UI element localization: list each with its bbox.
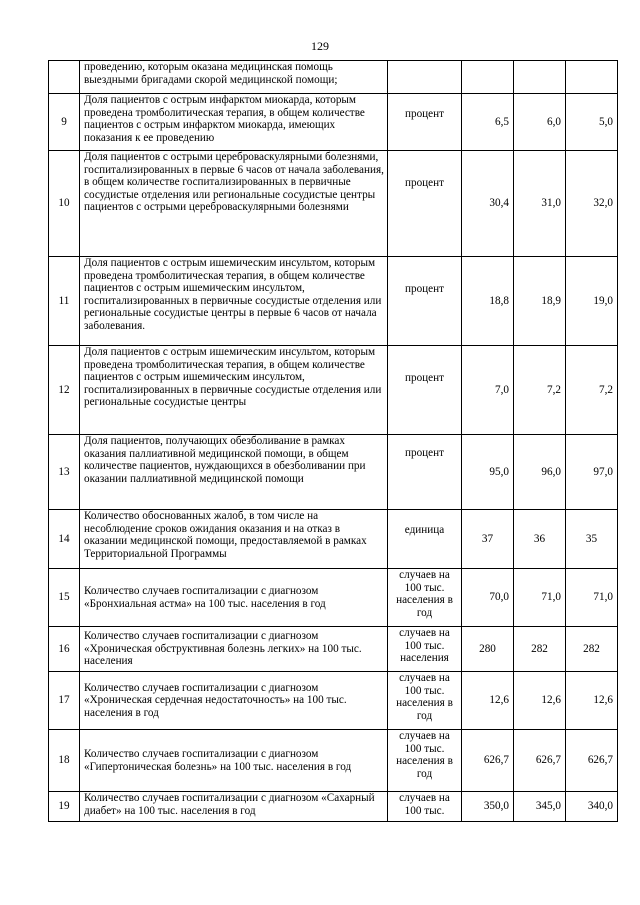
value-year-3: 7,2 [566,346,618,435]
value-year-1: 12,6 [462,672,514,730]
table-row [49,510,618,569]
row-number: 17 [49,672,80,730]
value-year-2: 345,0 [514,792,566,822]
table-row [49,151,618,257]
value-year-2: 626,7 [514,730,566,792]
value-year-3 [566,61,618,94]
table-row [49,627,618,672]
indicator-name: Доля пациентов с острыми цереброваскулярными болезнями, госпитализированных в первые 6 часов от начала заболевания, в общем количестве госпитализированных в первичные сосудистые отделения или региональные сосудистые центры пациентов с острыми цереброваскулярными болезнями [80,151,388,257]
table-row [49,792,618,822]
value-year-3: 35 [566,510,618,569]
value-year-1 [462,61,514,94]
row-number: 13 [49,435,80,510]
value-year-1: 280 [462,627,514,672]
value-year-3: 19,0 [566,257,618,346]
value-year-3: 32,0 [566,151,618,257]
unit-cell: единица [388,510,462,569]
value-year-3: 71,0 [566,569,618,627]
unit-cell: случаев на 100 тыс. населения в год [388,672,462,730]
indicator-name: Количество случаев госпитализации с диагнозом «Гипертоническая болезнь» на 100 тыс. населения в год [80,730,388,792]
unit-cell: процент [388,435,462,510]
value-year-3: 5,0 [566,94,618,151]
table-row [49,346,618,435]
value-year-3: 626,7 [566,730,618,792]
row-number: 12 [49,346,80,435]
row-number: 16 [49,627,80,672]
table-row [49,257,618,346]
value-year-2: 36 [514,510,566,569]
value-year-2: 6,0 [514,94,566,151]
value-year-1: 350,0 [462,792,514,822]
indicator-name: проведению, которым оказана медицинская помощь выездными бригадами скорой медицинской помощи; [80,61,388,94]
row-number [49,61,80,94]
indicator-name: Количество случаев госпитализации с диагнозом «Сахарный диабет» на 100 тыс. населения в год [80,792,388,822]
indicator-name: Доля пациентов с острым инфарктом миокарда, которым проведена тромболитическая терапия, в общем количестве пациентов с острым инфарктом миокарда, имеющих показания к ее проведению [80,94,388,151]
row-number: 15 [49,569,80,627]
value-year-3: 97,0 [566,435,618,510]
value-year-3: 340,0 [566,792,618,822]
indicator-name: Доля пациентов, получающих обезболивание в рамках оказания паллиативной медицинской помощи, в общем количестве пациентов, нуждающихся в обезболивании при оказании паллиативной медицинской помощи [80,435,388,510]
unit-cell: случаев на 100 тыс. населения в год [388,569,462,627]
value-year-1: 37 [462,510,514,569]
value-year-2 [514,61,566,94]
value-year-3: 12,6 [566,672,618,730]
table-row [49,435,618,510]
row-number: 9 [49,94,80,151]
page-number: 129 [311,39,329,53]
unit-cell: случаев на 100 тыс. населения [388,627,462,672]
indicator-name: Доля пациентов с острым ишемическим инсультом, которым проведена тромболитическая терапия, в общем количестве пациентов с острым ишемическим инсультом, госпитализированных в первичные сосудистые отделения или региональные сосудистые центры [80,346,388,435]
unit-cell: процент [388,346,462,435]
table-row [49,569,618,627]
unit-cell [388,61,462,94]
value-year-2: 71,0 [514,569,566,627]
value-year-1: 95,0 [462,435,514,510]
value-year-2: 12,6 [514,672,566,730]
value-year-2: 31,0 [514,151,566,257]
table-row [49,61,618,94]
unit-cell: процент [388,257,462,346]
unit-cell: процент [388,94,462,151]
table-row [49,672,618,730]
value-year-1: 70,0 [462,569,514,627]
indicator-name: Количество случаев госпитализации с диагнозом «Хроническая сердечная недостаточность» на 100 тыс. населения в год [80,672,388,730]
row-number: 19 [49,792,80,822]
indicator-name: Количество обоснованных жалоб, в том числе на несоблюдение сроков ожидания оказания и на отказ в оказании медицинской помощи, предоставляемой в рамках Территориальной Программы [80,510,388,569]
value-year-1: 6,5 [462,94,514,151]
row-number: 11 [49,257,80,346]
row-number: 18 [49,730,80,792]
table-row [49,730,618,792]
indicator-name: Количество случаев госпитализации с диагнозом «Хроническая обструктивная болезнь легких» на 100 тыс. населения [80,627,388,672]
unit-cell: случаев на 100 тыс. населения в год [388,730,462,792]
value-year-2: 18,9 [514,257,566,346]
row-number: 14 [49,510,80,569]
unit-cell: случаев на 100 тыс. [388,792,462,822]
table-row [49,94,618,151]
value-year-1: 30,4 [462,151,514,257]
value-year-3: 282 [566,627,618,672]
value-year-1: 7,0 [462,346,514,435]
indicator-name: Доля пациентов с острым ишемическим инсультом, которым проведена тромболитическая терапия, в общем количестве пациентов с острым ишемическим инсультом, госпитализированных в первичные сосудистые отделения или региональные сосудистые центры в первые 6 часов от начала заболевания. [80,257,388,346]
indicator-name: Количество случаев госпитализации с диагнозом «Бронхиальная астма» на 100 тыс. населения в год [80,569,388,627]
value-year-1: 626,7 [462,730,514,792]
unit-cell: процент [388,151,462,257]
value-year-2: 7,2 [514,346,566,435]
row-number: 10 [49,151,80,257]
value-year-2: 96,0 [514,435,566,510]
value-year-1: 18,8 [462,257,514,346]
indicators-table [48,60,618,822]
value-year-2: 282 [514,627,566,672]
